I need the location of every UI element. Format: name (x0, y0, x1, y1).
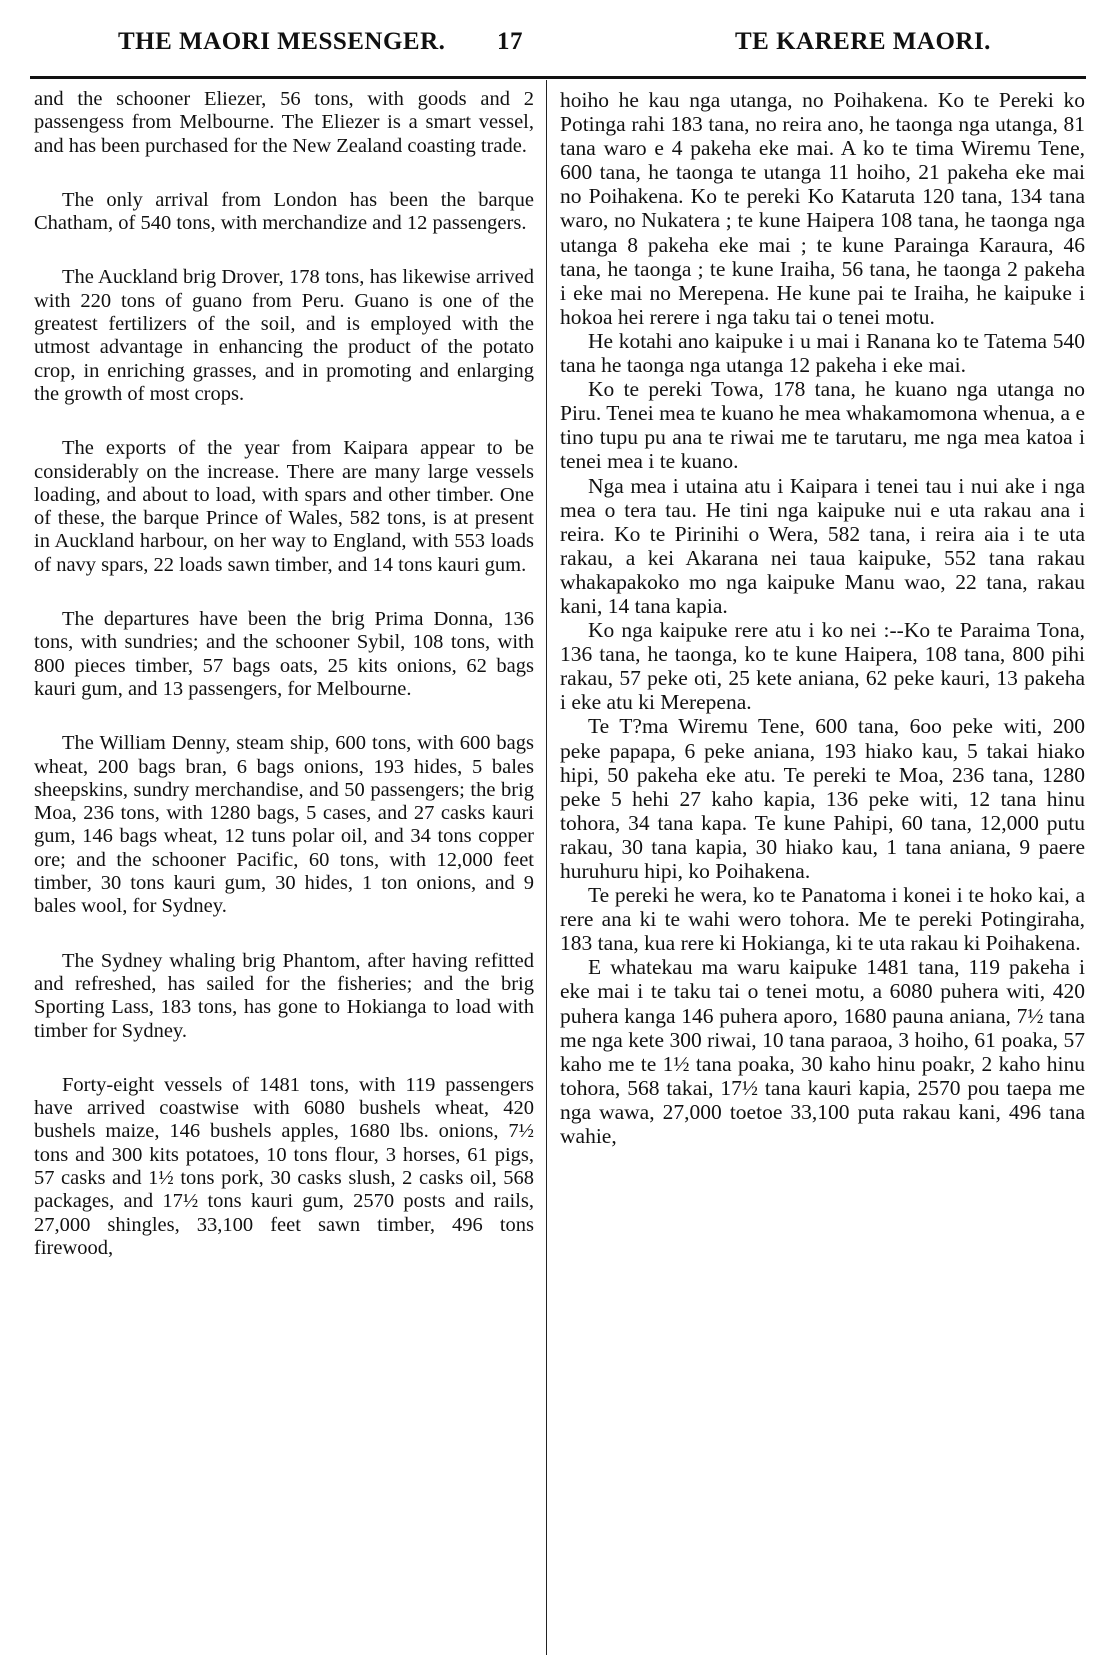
header-rule (30, 76, 1086, 79)
running-title-english: THE MAORI MESSENGER. (118, 28, 446, 55)
english-paragraph: The departures have been the brig Prima Donna, 136 tons, with sundries; and the schooner Sybil, 108 tons, with 800 pieces timber, 57 bags oats, 25 kits onions, 62 bags kauri gum, and 13 passengers, for Melbourne. (34, 608, 534, 700)
page-number: 17 (497, 28, 523, 55)
maori-paragraph: E whatekau ma waru kaipuke 1481 tana, 119 pakeha i eke mai i te taku tai o tenei motu, a 6080 puhera witi, 420 puhera kanga 146 puhera aporo, 1680 pauna aniana, 7½ tana me nga kete 300 riwai, 10 tana paraoa, 3 hoiho, 61 poaka, 57 kaho me te 1½ tana poaka, 30 kaho hinu poakr, 2 kaho hinu tohora, 568 takai, 17½ tana kauri kapia, 2570 pou taepa me nga wawa, 27,000 toetoe 33,100 puta rakau kani, 496 tana wahie, (560, 955, 1085, 1149)
maori-paragraph: Ko nga kaipuke rere atu i ko nei :--Ko te Paraima Tona, 136 tana, he taonga, ko te kune Haipera, 108 tana, 800 pihi rakau, 57 peke oti, 25 kete aniana, 62 peke kauri, 13 pakeha i eke atu ki Merepena. (560, 618, 1085, 715)
english-paragraph: The Sydney whaling brig Phantom, after having refitted and refreshed, has sailed for the fisheries; and the brig Sporting Lass, 183 tons, has gone to Hokianga to load with timber for Sydney. (34, 949, 534, 1042)
maori-paragraph: Te T?ma Wiremu Tene, 600 tana, 6oo peke witi, 200 peke papapa, 6 peke aniana, 193 hiako kau, 5 takai hiako hipi, 50 pakeha eke atu. Te pereki te Moa, 236 tana, 1280 peke 5 hehi 27 kaho kapia, 136 peke witi, 12 tana hinu tohora, 34 tana kapa. Te kune Pahipi, 60 tana, 12,000 putu rakau, 30 tana kapia, 30 hiako kau, 1 tana aniana, 9 paere huruhuru hipi, ko Poihakena. (560, 714, 1085, 883)
maori-paragraph: hoiho he kau nga utanga, no Poihakena. Ko te Pereki ko Potinga rahi 183 tana, no reira ano, he taonga nga utanga, 81 tana waro e 4 pakeha eke mai. A ko te tima Wiremu Tene, 600 tana, he taonga te utanga 11 hoiho, 21 pakeha eke mai no Poihakena. Ko te pereki Ko Kataruta 120 tana, 134 tana waro, no Nukatera ; te kune Haipera 108 tana, he taonga nga utanga 8 pakeha eke mai ; te kune Parainga Karaura, 46 tana, he taonga ; te kune Iraiha, 56 tana, he taonga 2 pakeha i eke mai no Merepena. He kune pai te Iraiha, he kaipuke i hokoa hei rerere i nga taku tai o tenei motu. (560, 88, 1085, 329)
running-title-maori: TE KARERE MAORI. (735, 28, 991, 55)
maori-paragraph: Te pereki he wera, ko te Panatoma i konei i te hoko kai, a rere ana ki te wahi wero tohora. Me te pereki Potingiraha, 183 tana, kua rere ki Hokianga, ki te uta rakau ki Poihakena. (560, 883, 1085, 956)
english-column (34, 88, 534, 1291)
english-paragraph: The William Denny, steam ship, 600 tons, with 600 bags wheat, 200 bags bran, 6 bags onions, 193 hides, 5 bales sheepskins, sundry merchandise, and 50 passengers; the brig Moa, 236 tons, with 1280 bags, 5 cases, and 27 casks kauri gum, 146 bags wheat, 12 tuns polar oil, and 34 tons copper ore; and the schooner Pacific, 60 tons, with 12,000 feet timber, 30 tons kauri gum, 30 hides, 1 ton onions, and 9 bales wool, for Sydney. (34, 732, 534, 918)
maori-paragraph: Nga mea i utaina atu i Kaipara i tenei tau i nui ake i nga mea o tera tau. He tini nga kaipuke nui e uta rakau ana i reira. Ko te Pirinihi o Wera, 582 tana, i reira aia i te uta rakau, a kei Akarana nei taua kaipuke, 552 tana rakau whakapakoko mo nga kaipuke Manu wao, 22 tana, rakau kani, 14 tana kapia. (560, 473, 1085, 618)
maori-paragraph: Ko te pereki Towa, 178 tana, he kuano nga utanga no Piru. Tenei mea te kuano he mea whakamomona whenua, a e tino tupu pu ana te riwai me te tarutaru, me nga mea katoa i tenei mea i te kuano. (560, 377, 1085, 474)
english-paragraph: The Auckland brig Drover, 178 tons, has likewise arrived with 220 tons of guano from Peru. Guano is one of the greatest fertilizers of the soil, and is employed with the utmost advantage in enhancing the product of the potato crop, in enriching grasses, and in promoting and enlarging the growth of most crops. (34, 266, 534, 405)
column-divider (546, 80, 547, 1655)
maori-paragraph: He kotahi ano kaipuke i u mai i Ranana ko te Tatema 540 tana he taonga nga utanga 12 pakeha i eke mai. (560, 328, 1085, 378)
english-paragraph: The exports of the year from Kaipara appear to be considerably on the increase. There are many large vessels loading, and about to load, with spars and other timber. One of these, the barque Prince of Wales, 582 tons, is at present in Auckland harbour, on her way to England, with 553 loads of navy spars, 22 loads sawn timber, and 14 tons kauri gum. (34, 437, 534, 576)
english-paragraph: and the schooner Eliezer, 56 tons, with goods and 2 passengess from Melbourne. The Eliezer is a smart vessel, and has been purchased for the New Zealand coasting trade. (34, 88, 534, 157)
english-paragraph: Forty-eight vessels of 1481 tons, with 119 passengers have arrived coastwise with 6080 bushels wheat, 420 bushels maize, 146 bushels apples, 1680 lbs. onions, 7½ tons and 300 kits potatoes, 10 tons flour, 3 horses, 61 pigs, 57 casks and 1½ tons pork, 30 casks slush, 2 casks oil, 568 packages, and 17½ tons kauri gum, 2570 posts and rails, 27,000 shingles, 33,100 feet sawn timber, 496 tons firewood, (34, 1073, 534, 1259)
english-paragraph: The only arrival from London has been the barque Chatham, of 540 tons, with merchandize and 12 passengers. (34, 188, 534, 235)
maori-column (560, 88, 1085, 1148)
